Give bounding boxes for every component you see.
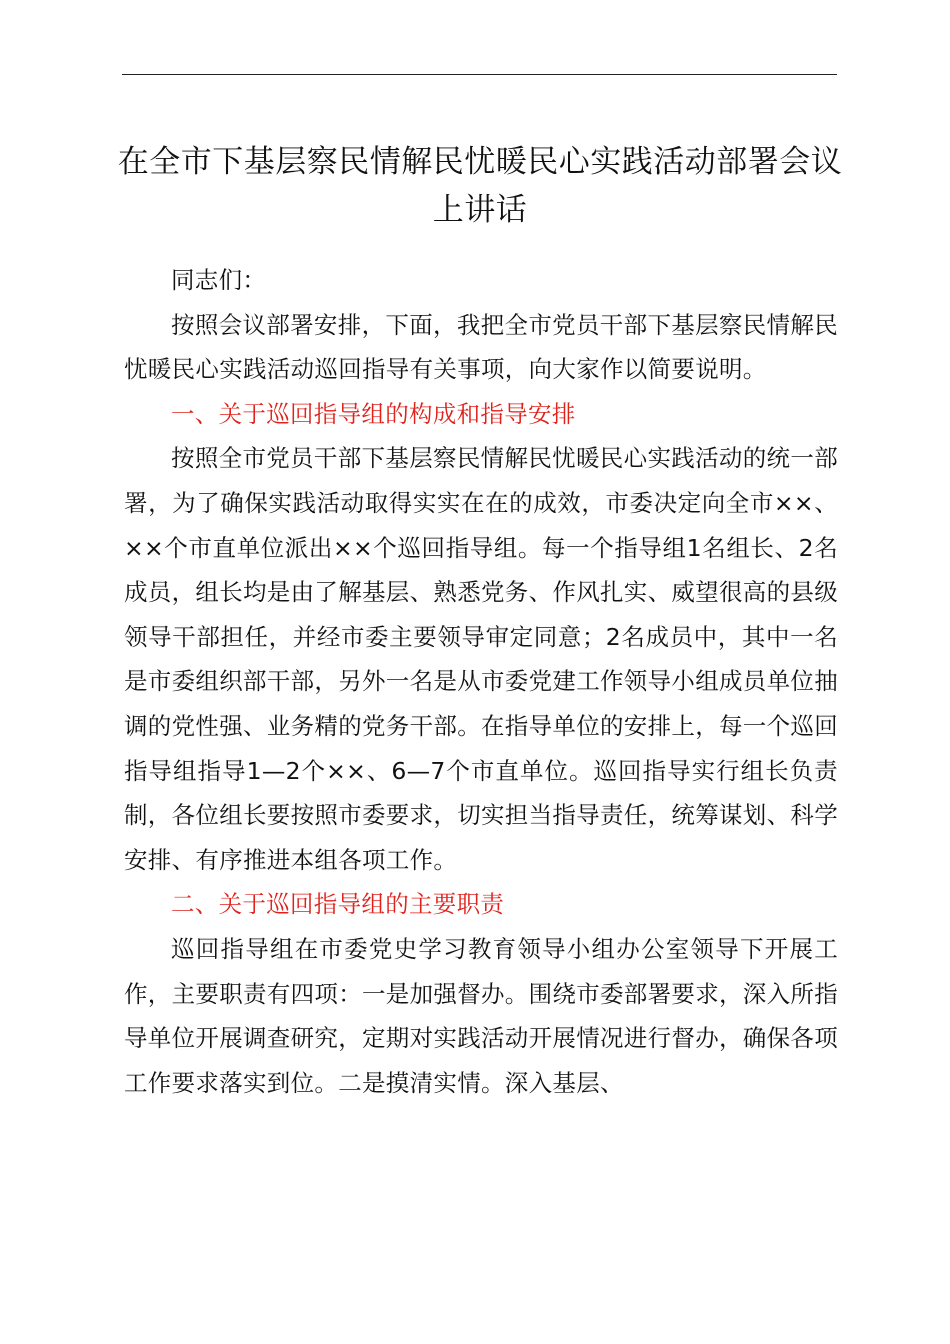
intro-paragraph: 按照会议部署安排，下面，我把全市党员干部下基层察民情解民忧暖民心实践活动巡回指导有关事项，向大家作以简要说明。 [124, 310, 838, 384]
document-title: 在全市下基层察民情解民忧暖民心实践活动部署会议上讲话 [117, 144, 843, 228]
section-2-heading: 二、关于巡回指导组的主要职责 [171, 890, 505, 919]
section-1-heading: 一、关于巡回指导组的构成和指导安排 [171, 399, 576, 428]
document-body [124, 258, 838, 1105]
section-1-paragraph: 按照全市党员干部下基层察民情解民忧暖民心实践活动的统一部署，为了确保实践活动取得实实在在的成效，市委决定向全市××、××个市直单位派出××个巡回指导组。每一个指导组1名组长、2名成员，组长均是由了解基层、熟悉党务、作风扎实、威望很高的县级领导干部担任，并经市委主要领导审定同意；2名成员中，其中一名是市委组织部干部，另外一名是从市委党建工作领导小组成员单位抽调的党性强、业务精的党务干部。在指导单位的安排上，每一个巡回指导组指导1—2个××、6—7个市直单位。巡回指导实行组长负责制，各位组长要按照市委要求，切实担当指导责任，统筹谋划、科学安排、有序推进本组各项工作。 [124, 444, 838, 874]
salutation: 同志们： [171, 266, 267, 294]
header-rule [122, 74, 837, 75]
section-2-paragraph: 巡回指导组在市委党史学习教育领导小组办公室领导下开展工作，主要职责有四项：一是加强督办。围绕市委部署要求，深入所指导单位开展调查研究，定期对实践活动开展情况进行督办，确保各项工作要求落实到位。二是摸清实情。深入基层、 [124, 934, 838, 1097]
